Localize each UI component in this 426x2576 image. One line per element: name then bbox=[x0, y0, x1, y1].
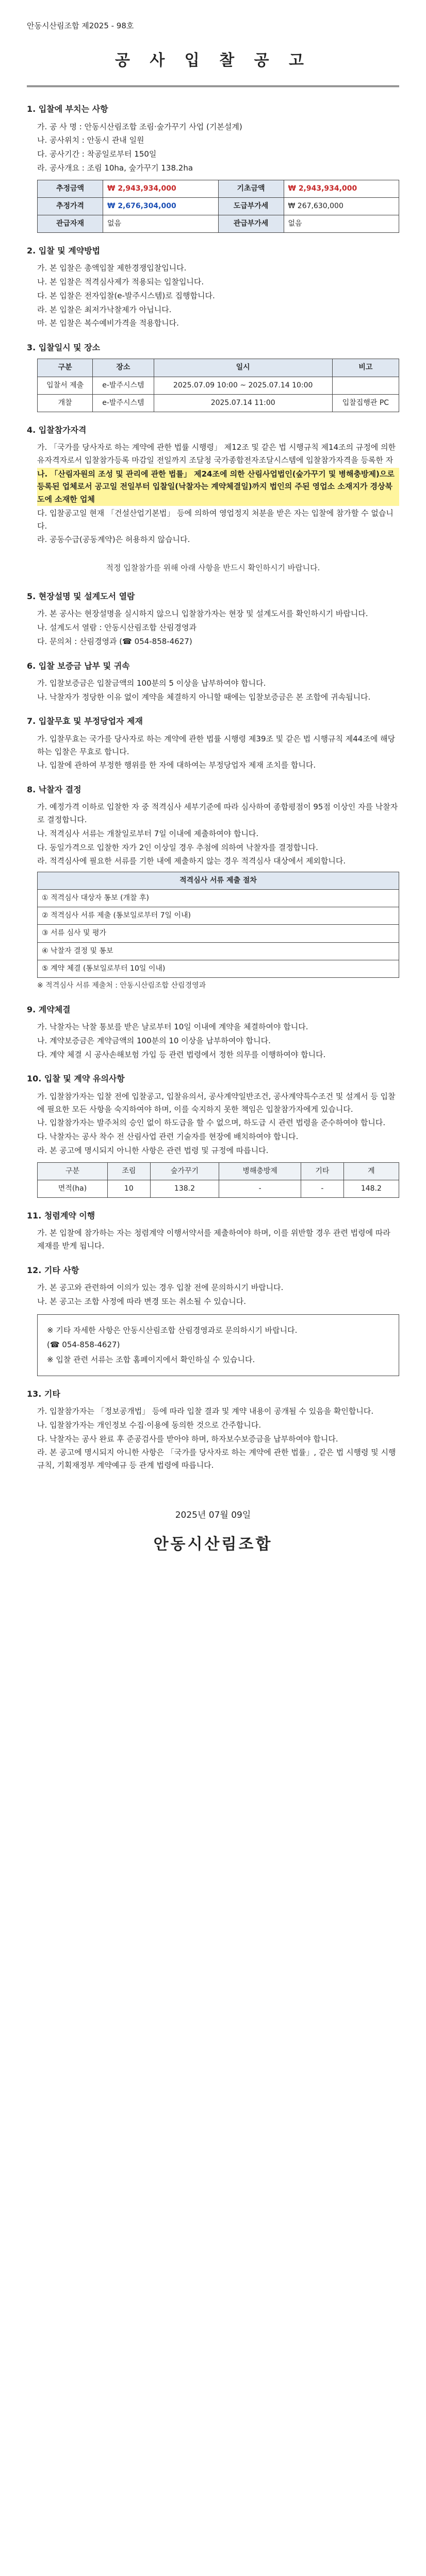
list-item: 라. 본 공고에 명시되지 아니한 사항은 관련 법령 및 규정에 따릅니다. bbox=[37, 1145, 269, 1155]
list-item: 마. 본 입찰은 복수예비가격을 적용합니다. bbox=[37, 318, 179, 328]
table-header: 조림 bbox=[107, 1162, 150, 1180]
table-cell: ₩ 2,943,934,000 bbox=[284, 180, 399, 197]
steps-table bbox=[37, 872, 399, 978]
section-5-title: 5. 현장설명 및 설계도서 열람 bbox=[27, 591, 135, 601]
table-cell: 138.2 bbox=[150, 1180, 219, 1197]
issuer-name: 안동시산림조합 bbox=[153, 1535, 273, 1554]
table-cell: ₩ 267,630,000 bbox=[284, 197, 399, 215]
section-6-title: 6. 입찰 보증금 납부 및 귀속 bbox=[27, 660, 130, 671]
notice-title: 공 사 입 찰 공 고 bbox=[27, 48, 399, 88]
table-cell: 없음 bbox=[284, 215, 399, 232]
section-7-title: 7. 입찰무효 및 부정당업자 제재 bbox=[27, 716, 143, 726]
steps-note: ※ 적격심사 서류 제출처 : 안동시산림조합 산림경영과 bbox=[37, 981, 206, 990]
list-item: 가. 입찰무효는 국가를 당사자로 하는 계약에 관한 법률 시행령 제39조 및 같은 법 시행규칙 제44조에 해당하는 입찰은 무효로 합니다. bbox=[37, 734, 396, 756]
table-cell: ₩ 2,676,304,000 bbox=[103, 197, 219, 215]
section-7-list bbox=[27, 733, 399, 772]
table-cell: 148.2 bbox=[343, 1180, 399, 1197]
table-row bbox=[38, 215, 399, 232]
table-header: 일시 bbox=[154, 359, 332, 377]
list-item: 나. 적격심사 서류는 개찰일로부터 7일 이내에 제출하여야 합니다. bbox=[37, 828, 259, 838]
notice-date: 2025년 07월 09일 bbox=[175, 1510, 251, 1520]
list-item: 다. 낙찰자는 공사 완료 후 준공검사를 받아야 하며, 하자보수보증금을 납부하여야 합니다. bbox=[37, 1434, 338, 1444]
table-header: 구분 bbox=[38, 1162, 108, 1180]
box-line: ※ 기타 자세한 사항은 안동시산림조합 산림경영과로 문의하시기 바랍니다. bbox=[47, 1325, 298, 1335]
list-item: 다. 공사기간 : 착공일로부터 150일 bbox=[37, 149, 157, 159]
table-row bbox=[38, 180, 399, 197]
list-item: 나. 계약보증금은 계약금액의 100분의 10 이상을 납부하여야 합니다. bbox=[37, 1036, 271, 1045]
table-cell: 개찰 bbox=[38, 394, 93, 412]
table-row bbox=[38, 942, 399, 960]
notice-box bbox=[37, 1314, 399, 1376]
section-9-list bbox=[27, 1021, 399, 1061]
section-11-title: 11. 청렴계약 이행 bbox=[27, 1210, 95, 1221]
list-item-highlight: 나. 「산림자원의 조성 및 관리에 관한 법률」 제24조에 의한 산림사업법인(숲가꾸기 및 병해충방제)으로 등록된 업체로서 공고일 전일부터 입찰일(낙찰자는 계약체결일)까지 법인의 주된 영업소 소재지가 경상북도에 소재한 업체 bbox=[37, 468, 399, 506]
table-cell: 도급부가세 bbox=[218, 197, 284, 215]
table-cell: 관급부가세 bbox=[218, 215, 284, 232]
list-item: 다. 계약 체결 시 공사손해보험 가입 등 관련 법령에서 정한 의무를 이행하여야 합니다. bbox=[37, 1049, 326, 1059]
table-cell: 없음 bbox=[103, 215, 219, 232]
list-item: 가. 입찰보증금은 입찰금액의 100분의 5 이상을 납부하여야 합니다. bbox=[37, 678, 266, 688]
table-cell: ₩ 2,943,934,000 bbox=[103, 180, 219, 197]
section-1-list bbox=[27, 121, 399, 175]
box-line: ※ 입찰 관련 서류는 조합 홈페이지에서 확인하실 수 있습니다. bbox=[47, 1355, 255, 1365]
list-item: 다. 동일가격으로 입찰한 자가 2인 이상일 경우 추첨에 의하여 낙찰자를 결정합니다. bbox=[37, 842, 318, 852]
section-9-title: 9. 계약체결 bbox=[27, 1004, 71, 1014]
table-header: 비고 bbox=[332, 359, 399, 377]
table-cell: e-발주시스템 bbox=[93, 377, 154, 394]
section-13-title: 13. 기타 bbox=[27, 1388, 60, 1399]
section-4-title: 4. 입찰참가자격 bbox=[27, 425, 87, 435]
area-table bbox=[37, 1162, 399, 1198]
table-cell: 기초금액 bbox=[218, 180, 284, 197]
list-item: 나. 입찰참가자는 개인정보 수집·이용에 동의한 것으로 간주합니다. bbox=[37, 1420, 261, 1430]
list-item: 다. 낙찰자는 공사 착수 전 산림사업 관련 기술자를 현장에 배치하여야 합니다. bbox=[37, 1132, 299, 1142]
list-item: 라. 본 공고에 명시되지 아니한 사항은 「국가를 당사자로 하는 계약에 관한 법률」, 같은 법 시행령 및 시행규칙, 기획재정부 계약예규 등 관계 법령에 따릅니다. bbox=[37, 1448, 396, 1470]
table-header: 계 bbox=[343, 1162, 399, 1180]
table-header: 병해충방제 bbox=[219, 1162, 301, 1180]
section-12-list bbox=[27, 1281, 399, 1308]
list-item: 다. 입찰공고일 현재 「건설산업기본법」 등에 의하여 영업정지 처분을 받은 자는 입찰에 참가할 수 없습니다. bbox=[37, 508, 394, 531]
table-cell: 2025.07.14 11:00 bbox=[154, 394, 332, 412]
table-header-row bbox=[38, 1162, 399, 1180]
table-row bbox=[38, 890, 399, 907]
table-cell: 관급자재 bbox=[38, 215, 103, 232]
table-cell: 입찰집행관 PC bbox=[332, 394, 399, 412]
section-4-list bbox=[27, 441, 399, 546]
list-item: 나. 낙찰자가 정당한 이유 없이 계약을 체결하지 아니할 때에는 입찰보증금은 본 조합에 귀속됩니다. bbox=[37, 692, 371, 702]
list-item: 라. 본 입찰은 최저가낙찰제가 아닙니다. bbox=[37, 304, 172, 314]
list-item: 다. 문의처 : 산림경영과 (☎ 054-858-4627) bbox=[37, 636, 192, 646]
section-8-list bbox=[27, 801, 399, 868]
table-header: 적격심사 서류 제출 절차 bbox=[38, 872, 399, 890]
table-row bbox=[38, 925, 399, 942]
center-note: 적정 입찰참가를 위해 아래 사항을 반드시 확인하시기 바랍니다. bbox=[106, 563, 320, 573]
document-number: 안동시산림조합 제2025 - 98호 bbox=[27, 21, 134, 30]
list-item: 나. 본 입찰은 적격심사제가 적용되는 입찰입니다. bbox=[37, 277, 204, 287]
table-cell: ⑤ 계약 체결 (통보일로부터 10일 이내) bbox=[38, 960, 399, 977]
box-line: (☎ 054-858-4627) bbox=[47, 1340, 120, 1350]
table-cell: e-발주시스템 bbox=[93, 394, 154, 412]
table-header-row bbox=[38, 872, 399, 890]
table-cell bbox=[332, 377, 399, 394]
table-row bbox=[38, 394, 399, 412]
section-3-title: 3. 입찰일시 및 장소 bbox=[27, 343, 101, 353]
table-row bbox=[38, 197, 399, 215]
list-item: 가. 본 공고와 관련하여 이의가 있는 경우 입찰 전에 문의하시기 바랍니다. bbox=[37, 1283, 284, 1293]
list-item: 나. 입찰참가자는 발주처의 승인 없이 하도급을 할 수 없으며, 하도급 시 관련 법령을 준수하여야 합니다. bbox=[37, 1118, 386, 1128]
table-cell: 면적(ha) bbox=[38, 1180, 108, 1197]
list-item: 가. 입찰참가자는 「정보공개법」 등에 따라 입찰 결과 및 계약 내용이 공개될 수 있음을 확인합니다. bbox=[37, 1406, 374, 1416]
list-item: 가. 예정가격 이하로 입찰한 자 중 적격심사 세부기준에 따라 심사하여 종합평점이 95점 이상인 자를 낙찰자로 결정합니다. bbox=[37, 802, 398, 825]
table-cell: 10 bbox=[107, 1180, 150, 1197]
table-header-row bbox=[38, 359, 399, 377]
table-cell: ④ 낙찰자 결정 및 통보 bbox=[38, 942, 399, 960]
section-2-list bbox=[27, 262, 399, 330]
table-cell: ③ 서류 심사 및 평가 bbox=[38, 925, 399, 942]
list-item: 나. 입찰에 관하여 부정한 행위를 한 자에 대하여는 부정당업자 제재 조치를 합니다. bbox=[37, 760, 316, 770]
table-cell: 추정가격 bbox=[38, 197, 103, 215]
list-item: 가. 「국가를 당사자로 하는 계약에 관한 법률 시행령」 제12조 및 같은 법 시행규칙 제14조의 규정에 의한 유자격자로서 입찰참가등록 마감일 전일까지 조달청 국가종합전자조달시스템에 입찰참가자격을 등록한 자 bbox=[37, 443, 396, 465]
list-item: 가. 본 입찰에 참가하는 자는 청렴계약 이행서약서를 제출하여야 하며, 이를 위반할 경우 관련 법령에 따라 제재를 받게 됩니다. bbox=[37, 1228, 390, 1250]
list-item: 나. 본 공고는 조합 사정에 따라 변경 또는 취소될 수 있습니다. bbox=[37, 1296, 246, 1306]
section-10-title: 10. 입찰 및 계약 유의사항 bbox=[27, 1074, 125, 1084]
amount-table bbox=[37, 180, 399, 233]
section-1-title: 1. 입찰에 부치는 사항 bbox=[27, 104, 108, 114]
table-cell: 추정금액 bbox=[38, 180, 103, 197]
section-8-title: 8. 낙찰자 결정 bbox=[27, 785, 81, 795]
table-header: 기타 bbox=[301, 1162, 344, 1180]
table-header: 숲가꾸기 bbox=[150, 1162, 219, 1180]
list-item: 라. 적격심사에 필요한 서류를 기한 내에 제출하지 않는 경우 적격심사 대상에서 제외합니다. bbox=[37, 856, 346, 866]
table-row bbox=[38, 907, 399, 925]
table-row bbox=[38, 377, 399, 394]
table-cell: - bbox=[301, 1180, 344, 1197]
list-item: 가. 입찰참가자는 입찰 전에 입찰공고, 입찰유의서, 공사계약일반조건, 공사계약특수조건 및 설계서 등 입찰에 필요한 모든 사항을 숙지하여야 하며, 이를 숙지하지 못한 책임은 입찰참가자에게 있습니다. bbox=[37, 1091, 396, 1114]
list-item: 라. 공사개요 : 조림 10ha, 숲가꾸기 138.2ha bbox=[37, 163, 193, 173]
table-row bbox=[38, 1180, 399, 1197]
table-header: 장소 bbox=[93, 359, 154, 377]
section-13-list bbox=[27, 1405, 399, 1472]
section-11-list bbox=[27, 1227, 399, 1252]
section-6-list bbox=[27, 677, 399, 704]
table-header: 구분 bbox=[38, 359, 93, 377]
table-cell: 입찰서 제출 bbox=[38, 377, 93, 394]
list-item: 나. 공사위치 : 안동시 관내 일원 bbox=[37, 135, 144, 145]
table-row bbox=[38, 960, 399, 977]
table-cell: ② 적격심사 서류 제출 (통보일로부터 7일 이내) bbox=[38, 907, 399, 925]
section-12-title: 12. 기타 사항 bbox=[27, 1265, 79, 1275]
table-cell: ① 적격심사 대상자 통보 (개찰 후) bbox=[38, 890, 399, 907]
list-item: 가. 공 사 명 : 안동시산림조합 조림·숲가꾸기 사업 (기본설계) bbox=[37, 122, 242, 131]
list-item: 가. 낙찰자는 낙찰 통보를 받은 날로부터 10일 이내에 계약을 체결하여야 합니다. bbox=[37, 1022, 308, 1032]
list-item: 가. 본 공사는 현장설명을 실시하지 않으니 입찰참가자는 현장 및 설계도서를 확인하시기 바랍니다. bbox=[37, 609, 368, 619]
list-item: 다. 본 입찰은 전자입찰(e-발주시스템)로 집행합니다. bbox=[37, 291, 215, 300]
section-10-list bbox=[27, 1090, 399, 1157]
list-item: 라. 공동수급(공동계약)은 허용하지 않습니다. bbox=[37, 535, 190, 545]
table-cell: 2025.07.09 10:00 ~ 2025.07.14 10:00 bbox=[154, 377, 332, 394]
table-cell: - bbox=[219, 1180, 301, 1197]
schedule-table bbox=[37, 359, 399, 412]
list-item: 나. 설계도서 열람 : 안동시산림조합 산림경영과 bbox=[37, 623, 196, 633]
list-item: 가. 본 입찰은 총액입찰 제한경쟁입찰입니다. bbox=[37, 263, 187, 273]
section-5-list bbox=[27, 607, 399, 648]
section-2-title: 2. 입찰 및 계약방법 bbox=[27, 245, 101, 256]
